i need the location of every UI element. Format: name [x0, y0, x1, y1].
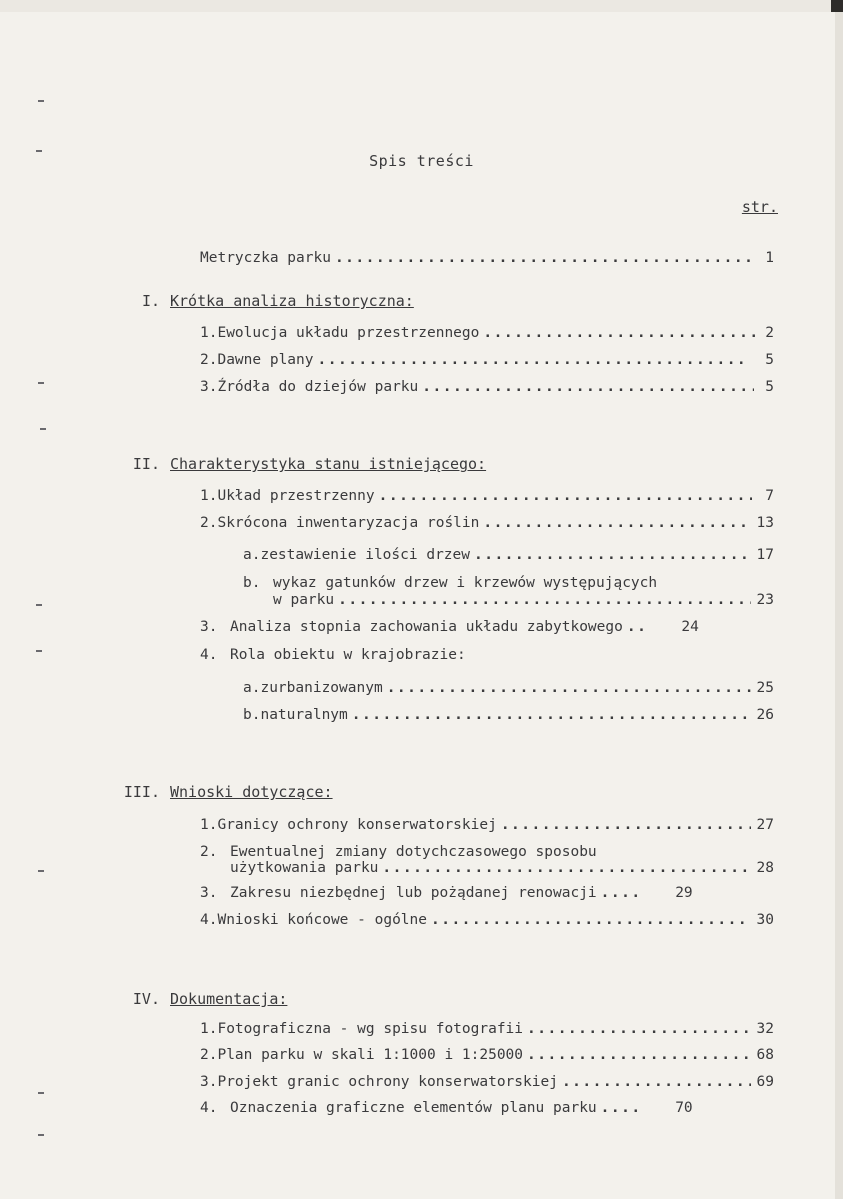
toc-entry: [200, 912, 774, 928]
toc-entry: [200, 844, 774, 860]
toc-entry-text: wykaz gatunków drzew i krzewów występujących: [273, 575, 658, 591]
toc-entry: [200, 619, 774, 635]
toc-entry: [200, 647, 774, 663]
section-heading: [120, 783, 333, 801]
toc-entry-text: Dawne plany: [217, 352, 314, 368]
dot-leader: [483, 325, 756, 341]
scan-edge-right: [835, 0, 843, 1199]
dot-leader: [387, 680, 751, 696]
toc-entry-number: b.: [243, 707, 261, 723]
toc-entry-text: Rola obiektu w krajobrazie:: [230, 647, 466, 663]
toc-entry-number: 1.: [200, 1021, 218, 1037]
dot-leader: [601, 1100, 637, 1116]
page-column-header: str.: [741, 198, 778, 216]
section-title: Dokumentacja:: [170, 990, 288, 1008]
toc-entry-text: naturalnym: [260, 707, 348, 723]
dot-leader: [627, 619, 643, 635]
toc-entry-page: 28: [756, 860, 774, 876]
toc-entry-text: Projekt granic ochrony konserwatorskiej: [217, 1074, 558, 1090]
toc-entry-text: Skrócona inwentaryzacja roślin: [217, 515, 480, 531]
dot-leader: [382, 860, 750, 876]
margin-mark: [38, 382, 44, 384]
toc-entry-page: 29: [675, 885, 693, 901]
toc-entry-text: Fotograficzna - wg spisu fotografii: [217, 1021, 524, 1037]
toc-entry-page: 69: [756, 1074, 774, 1090]
toc-subentry: [243, 707, 774, 723]
toc-entry-text: Ewentualnej zmiany dotychczasowego sposobu: [230, 844, 597, 860]
toc-entry-text: Granicy ochrony konserwatorskiej: [217, 817, 497, 833]
toc-entry-number: 3.: [200, 1074, 218, 1090]
toc-entry-page: 25: [756, 680, 774, 696]
section-title: Wnioski dotyczące:: [170, 783, 333, 801]
margin-mark: [40, 428, 46, 430]
margin-mark: [38, 100, 44, 102]
toc-entry-page: 26: [756, 707, 774, 723]
section-heading: [120, 455, 486, 473]
dot-leader: [527, 1047, 751, 1063]
section-heading: [120, 292, 414, 310]
toc-entry-page: 2: [765, 325, 774, 341]
toc-entry-number: 2.: [200, 352, 218, 368]
toc-entry-page: 5: [765, 352, 774, 368]
dot-leader: [318, 352, 750, 368]
toc-entry: [200, 1047, 774, 1063]
toc-entry: [200, 1100, 774, 1116]
dot-leader: [527, 1021, 751, 1037]
toc-entry-text: Źródła do dziejów parku: [217, 379, 419, 395]
dot-leader: [422, 379, 754, 395]
toc-entry: [200, 250, 774, 266]
toc-entry-text: zurbanizowanym: [260, 680, 383, 696]
scan-edge-top: [0, 0, 843, 12]
toc-entry: [200, 488, 774, 504]
toc-entry-number: a.: [243, 680, 261, 696]
toc-entry-text: Oznaczenia graficzne elementów planu parku: [230, 1100, 597, 1116]
toc-entry: [200, 1021, 774, 1037]
toc-subentry: [243, 680, 774, 696]
toc-entry: [200, 325, 774, 341]
toc-entry-continuation: [273, 592, 774, 608]
section-number: II.: [132, 455, 160, 473]
dot-leader: [474, 547, 751, 563]
toc-entry-text: Plan parku w skali 1:1000 i 1:25000: [217, 1047, 524, 1063]
toc-entry: [200, 379, 774, 395]
section-number: I.: [141, 292, 160, 310]
toc-entry-text: Ewolucja układu przestrzennego: [217, 325, 480, 341]
toc-entry-number: 3.: [200, 619, 218, 635]
margin-mark: [36, 650, 42, 652]
dot-leader: [335, 250, 751, 266]
toc-entry: [200, 352, 774, 368]
section-heading: [120, 990, 287, 1008]
toc-entry: [200, 515, 774, 531]
toc-entry-page: 68: [756, 1047, 774, 1063]
toc-entry-number: b.: [243, 575, 261, 591]
toc-entry: [200, 1074, 774, 1090]
toc-entry-number: a.: [243, 547, 261, 563]
toc-entry-page: 1: [765, 250, 774, 266]
toc-entry-number: 1.: [200, 817, 218, 833]
dot-leader: [352, 707, 751, 723]
toc-entry-text: Zakresu niezbędnej lub pożądanej renowacji: [230, 885, 597, 901]
toc-entry-text-cont: użytkowania parku: [230, 860, 379, 876]
toc-entry-text: Metryczka parku: [200, 250, 331, 266]
margin-mark: [36, 604, 42, 606]
section-title: Charakterystyka stanu istniejącego:: [170, 455, 487, 473]
dot-leader: [379, 488, 753, 504]
toc-entry-text-cont: w parku: [273, 592, 335, 608]
toc-entry-page: 30: [756, 912, 774, 928]
dot-leader: [562, 1074, 751, 1090]
toc-entry-text: Układ przestrzenny: [217, 488, 375, 504]
toc-entry-number: 1.: [200, 488, 218, 504]
toc-entry-number: 3.: [200, 885, 218, 901]
dot-leader: [483, 515, 750, 531]
section-number: III.: [123, 783, 160, 801]
toc-entry-number: 4.: [200, 1100, 218, 1116]
toc-entry: [200, 817, 774, 833]
dot-leader: [431, 912, 751, 928]
toc-entry-number: 2.: [200, 515, 218, 531]
toc-entry-page: 70: [675, 1100, 693, 1116]
toc-subentry: [243, 575, 774, 591]
toc-entry-page: 13: [756, 515, 774, 531]
toc-entry-number: 4.: [200, 912, 218, 928]
toc-entry-text: zestawienie ilości drzew: [260, 547, 470, 563]
toc-entry-page: 32: [756, 1021, 774, 1037]
toc-entry-page: 17: [756, 547, 774, 563]
toc-entry-number: 1.: [200, 325, 218, 341]
toc-entry-text: Analiza stopnia zachowania układu zabytkowego: [230, 619, 623, 635]
toc-entry-number: 4.: [200, 647, 218, 663]
toc-entry-continuation: [230, 860, 774, 876]
toc-entry-text: Wnioski końcowe - ogólne: [217, 912, 427, 928]
toc-entry-number: 2.: [200, 844, 218, 860]
section-title: Krótka analiza historyczna:: [170, 292, 414, 310]
toc-title: Spis treści: [369, 152, 474, 170]
margin-mark: [38, 870, 44, 872]
section-number: IV.: [132, 990, 160, 1008]
margin-mark: [38, 1092, 44, 1094]
dot-leader: [501, 817, 751, 833]
dot-leader: [338, 592, 750, 608]
scan-corner: [831, 0, 843, 12]
dot-leader: [601, 885, 637, 901]
toc-entry-page: 24: [681, 619, 699, 635]
toc-entry-page: 5: [765, 379, 774, 395]
toc-subentry: [243, 547, 774, 563]
toc-entry-number: 3.: [200, 379, 218, 395]
toc-entry-page: 27: [756, 817, 774, 833]
toc-entry-page: 7: [765, 488, 774, 504]
toc-entry-number: 2.: [200, 1047, 218, 1063]
toc-entry-page: 23: [756, 592, 774, 608]
margin-mark: [38, 1134, 44, 1136]
toc-entry: [200, 885, 774, 901]
